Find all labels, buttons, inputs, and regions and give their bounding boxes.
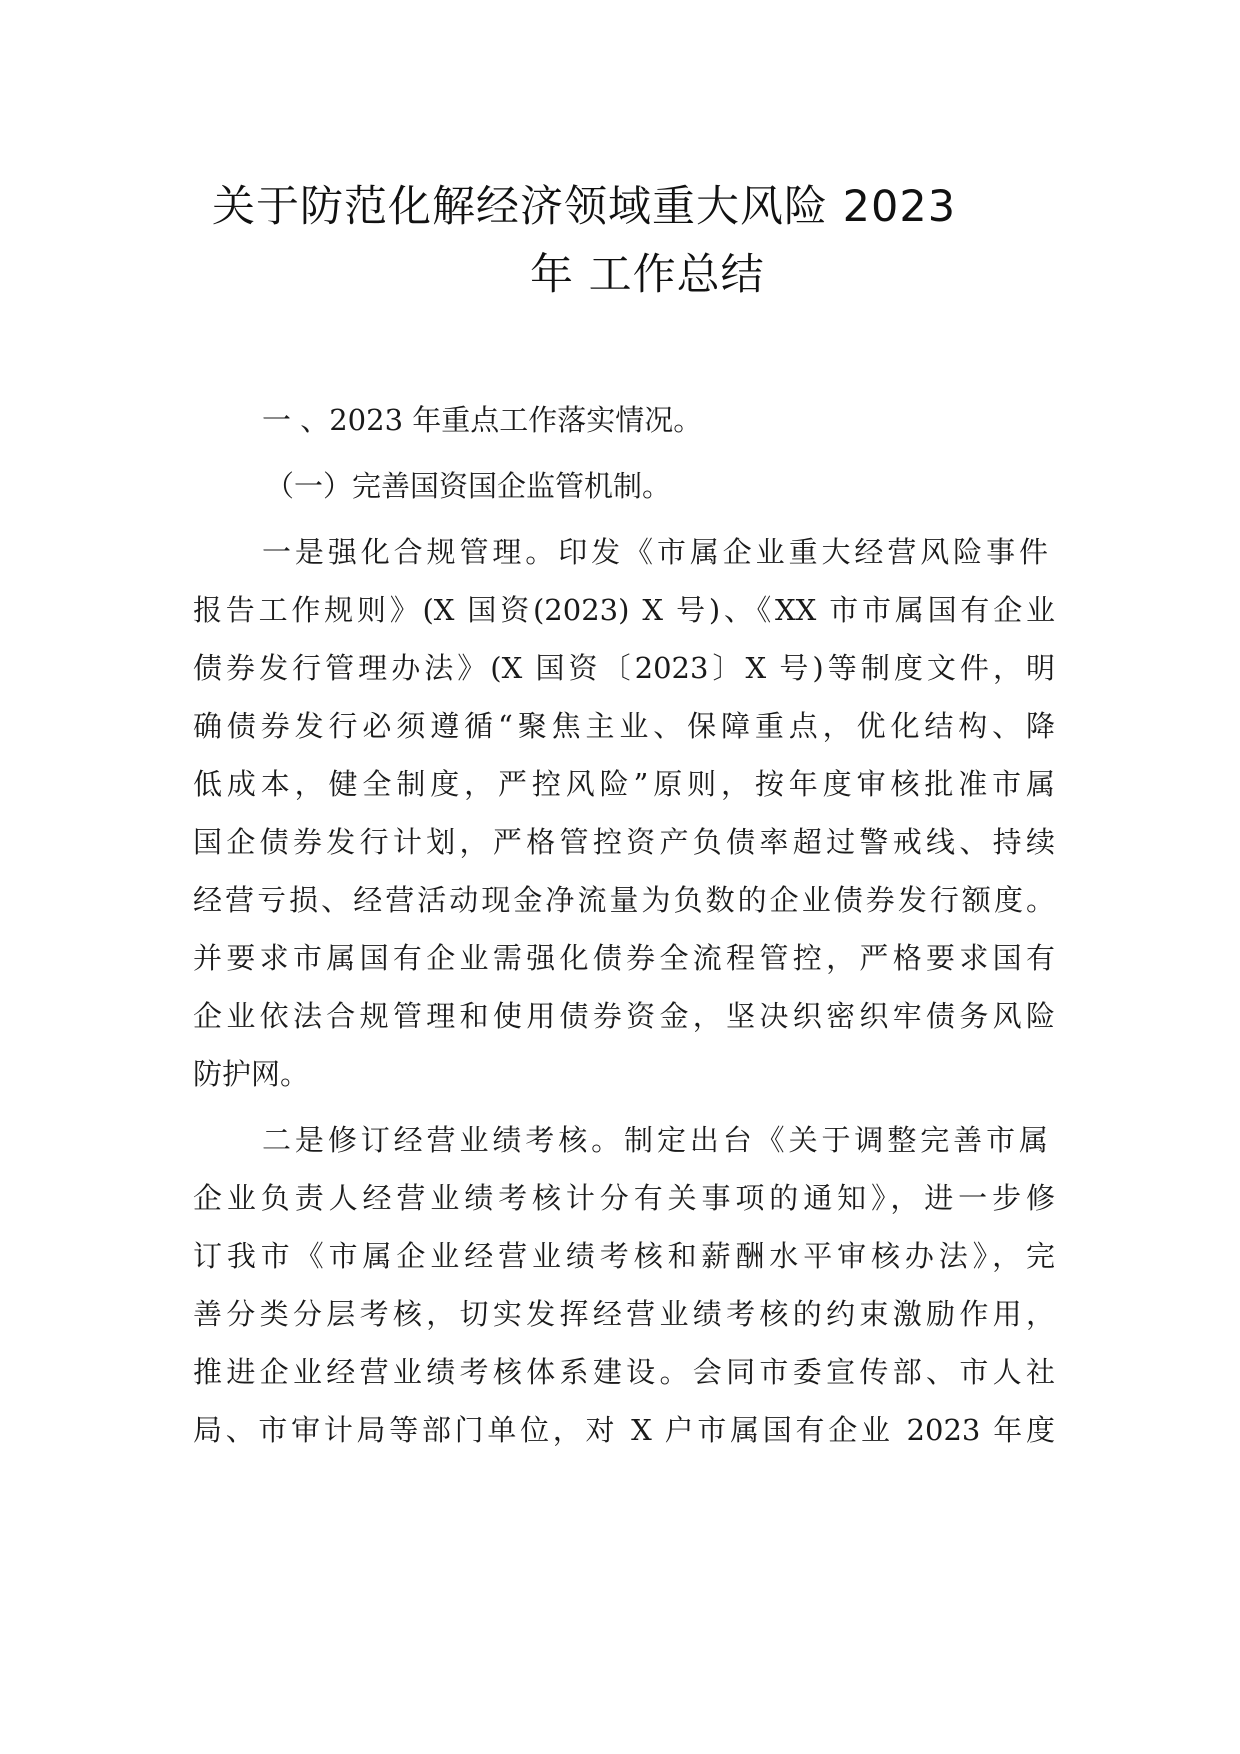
paragraph-2-line: 订我市《市属企业经营业绩考核和薪酬水平审核办法》，完 [193,1239,1055,1273]
subsection-heading: （一）完善国资国企监管机制。 [265,469,672,503]
paragraph-1-line: 防护网。 [193,1057,310,1091]
paragraph-1-line: 一是强化合规管理。印发《市属企业重大经营风险事件 [262,535,1048,569]
paragraph-1-line: 债券发行管理办法》(X 国资〔2023〕X 号)等制度文件，明 [193,651,1055,685]
paragraph-1-line: 经营亏损、经营活动现金净流量为负数的企业债券发行额度。 [193,883,1055,917]
paragraph-2-line: 善分类分层考核，切实发挥经营业绩考核的约束激励作用， [193,1297,1055,1331]
paragraph-2-line: 推进企业经营业绩考核体系建设。会同市委宣传部、市人社 [193,1355,1055,1389]
paragraph-1-line: 低成本，健全制度，严控风险”原则，按年度审核批准市属 [193,767,1055,801]
paragraph-1-line: 并要求市属国有企业需强化债券全流程管控，严格要求国有 [193,941,1055,975]
paragraph-2-line: 二是修订经营业绩考核。制定出台《关于调整完善市属 [262,1123,1048,1157]
document-title-line-2: 年 工作总结 [530,250,765,300]
paragraph-1-line: 企业依法合规管理和使用债券资金，坚决织密织牢债务风险 [193,999,1055,1033]
paragraph-1-line: 确债券发行必须遵循“聚焦主业、保障重点，优化结构、降 [193,709,1055,743]
document-title-line-1: 关于防范化解经济领域重大风险 2023 [212,182,957,232]
paragraph-2-line: 企业负责人经营业绩考核计分有关事项的通知》，进一步修 [193,1181,1055,1215]
section-heading: 一 、2023 年重点工作落实情况。 [262,403,703,437]
paragraph-1-line: 国企债券发行计划，严格管控资产负债率超过警戒线、持续 [193,825,1055,859]
paragraph-1-line: 报告工作规则》(X 国资(2023) X 号)、《XX 市市属国有企业 [193,593,1055,627]
paragraph-2-line: 局、市审计局等部门单位，对 X 户市属国有企业 2023 年度 [193,1413,1055,1447]
